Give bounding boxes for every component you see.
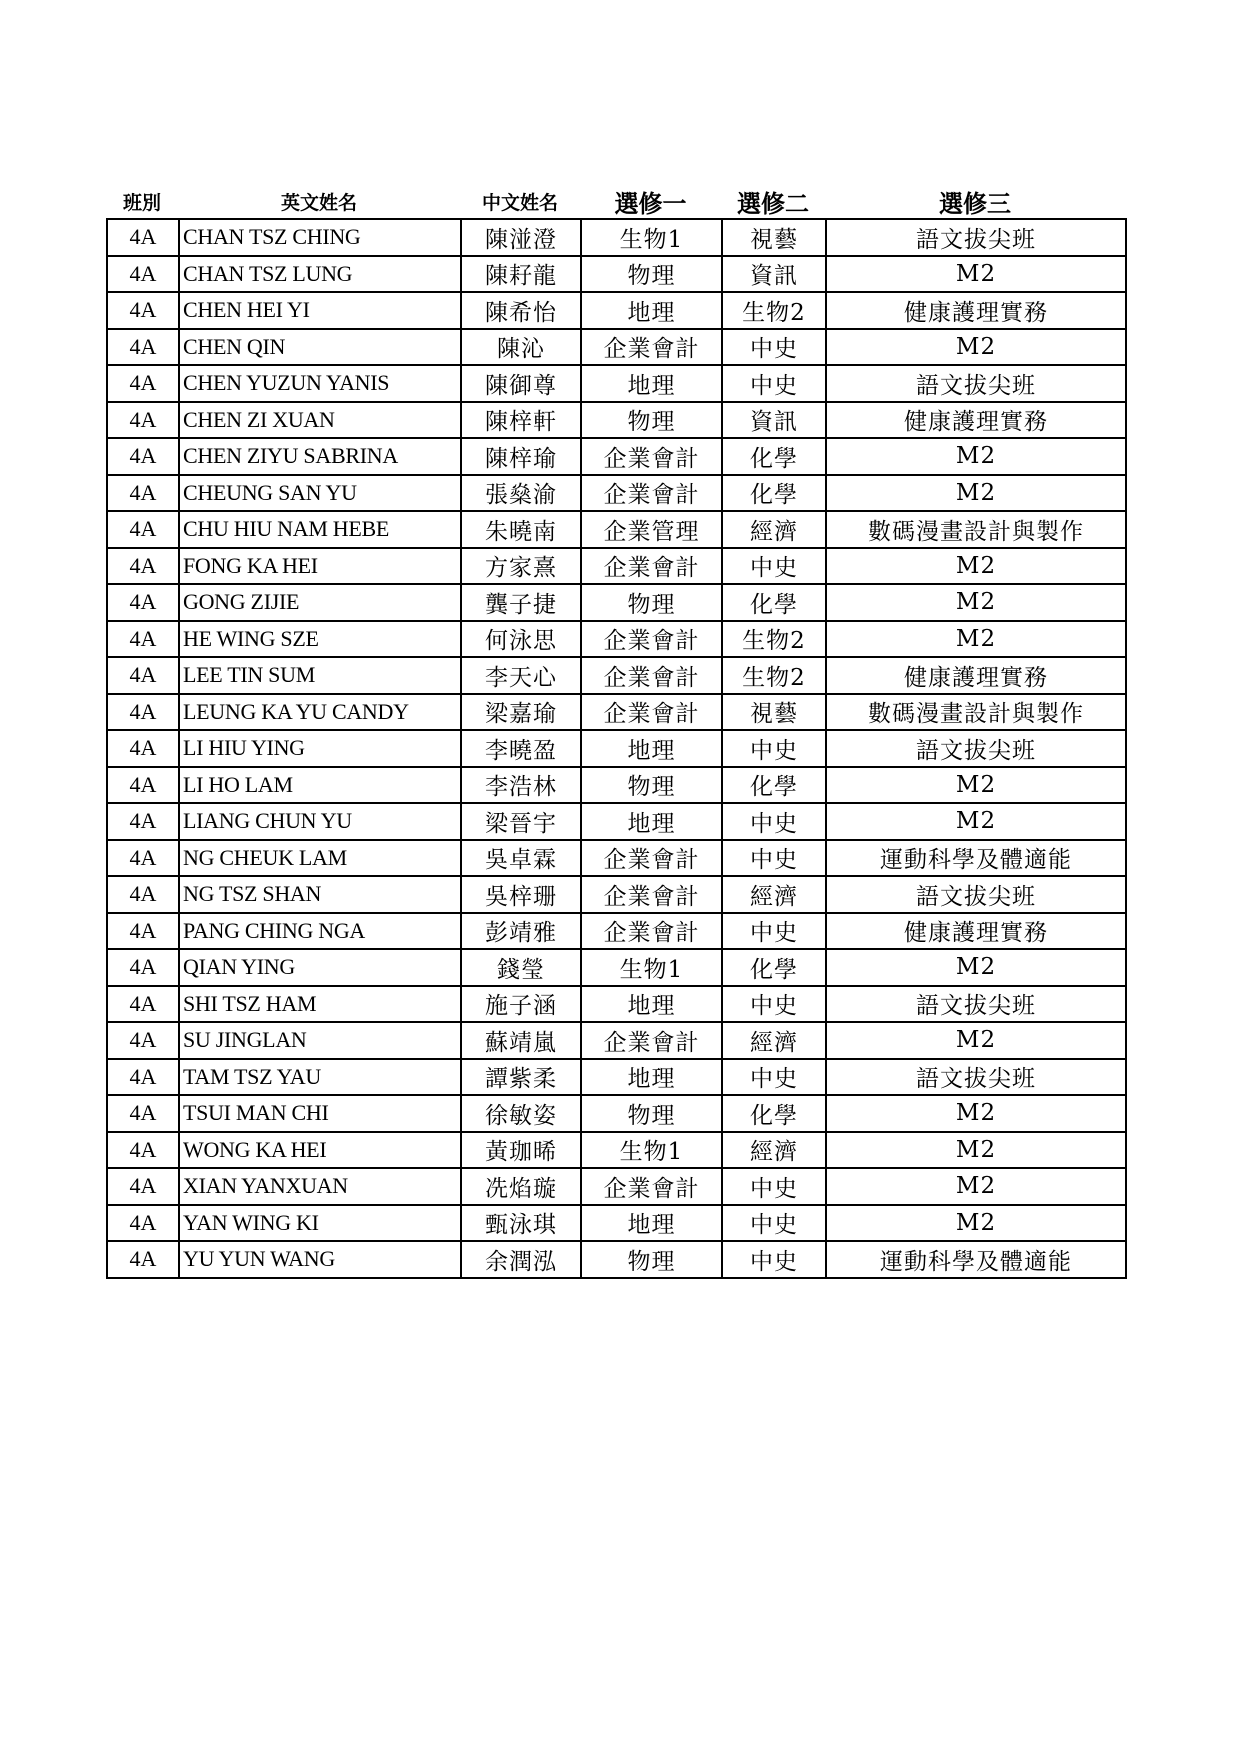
cell-english-name: PANG CHING NGA xyxy=(179,913,461,950)
cell-chinese-name: 錢瑩 xyxy=(461,949,581,986)
cell-elective-1: 物理 xyxy=(581,1241,722,1278)
table-row xyxy=(107,256,1126,293)
cell-elective-1: 企業會計 xyxy=(581,1168,722,1205)
table-row xyxy=(107,584,1126,621)
cell-chinese-name: 張燊渝 xyxy=(461,475,581,512)
cell-class: 4A xyxy=(107,1241,179,1278)
table-row xyxy=(107,657,1126,694)
cell-elective-1: 物理 xyxy=(581,402,722,439)
cell-class: 4A xyxy=(107,1095,179,1132)
cell-chinese-name: 方家熹 xyxy=(461,548,581,585)
cell-elective-2: 資訊 xyxy=(722,256,826,293)
cell-elective-3: M2 xyxy=(826,1022,1126,1059)
cell-elective-2: 視藝 xyxy=(722,219,826,256)
cell-chinese-name: 梁晉宇 xyxy=(461,803,581,840)
cell-chinese-name: 黃珈晞 xyxy=(461,1132,581,1169)
cell-elective-3: 語文拔尖班 xyxy=(826,365,1126,402)
cell-class: 4A xyxy=(107,256,179,293)
cell-class: 4A xyxy=(107,986,179,1023)
cell-chinese-name: 吳卓霖 xyxy=(461,840,581,877)
cell-elective-3: 數碼漫畫設計與製作 xyxy=(826,694,1126,731)
cell-class: 4A xyxy=(107,949,179,986)
cell-elective-2: 中史 xyxy=(722,986,826,1023)
table-row xyxy=(107,548,1126,585)
cell-chinese-name: 李曉盈 xyxy=(461,730,581,767)
cell-english-name: LIANG CHUN YU xyxy=(179,803,461,840)
cell-elective-2: 視藝 xyxy=(722,694,826,731)
header-english-name: 英文姓名 xyxy=(280,192,357,214)
table-row xyxy=(107,840,1126,877)
cell-chinese-name: 吳梓珊 xyxy=(461,876,581,913)
table-row xyxy=(107,803,1126,840)
cell-elective-2: 資訊 xyxy=(722,402,826,439)
cell-elective-2: 化學 xyxy=(722,475,826,512)
table-row xyxy=(107,219,1126,256)
cell-class: 4A xyxy=(107,730,179,767)
table-row xyxy=(107,1168,1126,1205)
cell-elective-2: 中史 xyxy=(722,803,826,840)
cell-chinese-name: 李浩林 xyxy=(461,767,581,804)
cell-elective-1: 企業會計 xyxy=(581,475,722,512)
cell-class: 4A xyxy=(107,767,179,804)
cell-elective-2: 中史 xyxy=(722,329,826,366)
cell-chinese-name: 何泳思 xyxy=(461,621,581,658)
cell-elective-1: 企業會計 xyxy=(581,876,722,913)
cell-class: 4A xyxy=(107,1059,179,1096)
cell-class: 4A xyxy=(107,584,179,621)
cell-elective-1: 企業會計 xyxy=(581,621,722,658)
cell-elective-3: M2 xyxy=(826,548,1126,585)
cell-english-name: LEUNG KA YU CANDY xyxy=(179,694,461,731)
cell-elective-1: 企業會計 xyxy=(581,913,722,950)
cell-elective-3: 語文拔尖班 xyxy=(826,1059,1126,1096)
cell-elective-2: 生物2 xyxy=(722,292,826,329)
cell-elective-2: 化學 xyxy=(722,584,826,621)
table-row xyxy=(107,438,1126,475)
cell-class: 4A xyxy=(107,1132,179,1169)
cell-class: 4A xyxy=(107,548,179,585)
cell-elective-1: 生物1 xyxy=(581,949,722,986)
table-row xyxy=(107,767,1126,804)
cell-class: 4A xyxy=(107,621,179,658)
cell-chinese-name: 譚紫柔 xyxy=(461,1059,581,1096)
cell-elective-3: M2 xyxy=(826,767,1126,804)
cell-elective-1: 企業會計 xyxy=(581,329,722,366)
header-elective-3: 選修三 xyxy=(939,190,1011,218)
cell-english-name: CHEN ZI XUAN xyxy=(179,402,461,439)
cell-class: 4A xyxy=(107,803,179,840)
cell-elective-1: 企業會計 xyxy=(581,548,722,585)
cell-chinese-name: 陳梓瑜 xyxy=(461,438,581,475)
cell-elective-2: 化學 xyxy=(722,438,826,475)
header-class: 班別 xyxy=(122,192,161,214)
cell-english-name: TAM TSZ YAU xyxy=(179,1059,461,1096)
cell-elective-2: 中史 xyxy=(722,913,826,950)
cell-elective-3: 健康護理實務 xyxy=(826,657,1126,694)
table-row xyxy=(107,876,1126,913)
elective-sheet xyxy=(106,184,1127,1279)
cell-english-name: CHAN TSZ CHING xyxy=(179,219,461,256)
cell-chinese-name: 龔子捷 xyxy=(461,584,581,621)
table-body xyxy=(107,219,1126,1278)
cell-elective-3: 語文拔尖班 xyxy=(826,219,1126,256)
cell-elective-3: M2 xyxy=(826,256,1126,293)
table-row xyxy=(107,730,1126,767)
cell-elective-1: 地理 xyxy=(581,803,722,840)
cell-elective-1: 地理 xyxy=(581,1059,722,1096)
cell-elective-1: 生物1 xyxy=(581,219,722,256)
cell-elective-1: 物理 xyxy=(581,256,722,293)
cell-elective-3: 運動科學及體適能 xyxy=(826,1241,1126,1278)
cell-elective-1: 地理 xyxy=(581,365,722,402)
cell-elective-3: M2 xyxy=(826,438,1126,475)
cell-english-name: CHU HIU NAM HEBE xyxy=(179,511,461,548)
cell-english-name: YAN WING KI xyxy=(179,1205,461,1242)
header-elective-1: 選修一 xyxy=(614,190,687,218)
cell-chinese-name: 陳沁 xyxy=(461,329,581,366)
header-elective-2: 選修二 xyxy=(737,190,809,218)
cell-english-name: CHEN QIN xyxy=(179,329,461,366)
table-row xyxy=(107,949,1126,986)
cell-chinese-name: 朱曉南 xyxy=(461,511,581,548)
cell-elective-3: 語文拔尖班 xyxy=(826,730,1126,767)
cell-class: 4A xyxy=(107,913,179,950)
cell-chinese-name: 甄泳琪 xyxy=(461,1205,581,1242)
cell-elective-3: 數碼漫畫設計與製作 xyxy=(826,511,1126,548)
cell-chinese-name: 陳梓軒 xyxy=(461,402,581,439)
cell-chinese-name: 施子涵 xyxy=(461,986,581,1023)
table-row xyxy=(107,1205,1126,1242)
cell-elective-1: 企業會計 xyxy=(581,438,722,475)
cell-elective-2: 中史 xyxy=(722,1059,826,1096)
cell-elective-2: 經濟 xyxy=(722,511,826,548)
cell-english-name: CHEN HEI YI xyxy=(179,292,461,329)
cell-class: 4A xyxy=(107,657,179,694)
cell-elective-2: 中史 xyxy=(722,365,826,402)
cell-elective-3: M2 xyxy=(826,949,1126,986)
header-chinese-name: 中文姓名 xyxy=(481,192,558,214)
table-header xyxy=(106,184,1127,218)
cell-elective-2: 中史 xyxy=(722,1241,826,1278)
cell-elective-3: M2 xyxy=(826,1168,1126,1205)
cell-elective-1: 生物1 xyxy=(581,1132,722,1169)
cell-english-name: CHEN ZIYU SABRINA xyxy=(179,438,461,475)
cell-class: 4A xyxy=(107,438,179,475)
cell-elective-3: M2 xyxy=(826,1205,1126,1242)
cell-english-name: SU JINGLAN xyxy=(179,1022,461,1059)
cell-class: 4A xyxy=(107,876,179,913)
cell-class: 4A xyxy=(107,475,179,512)
cell-class: 4A xyxy=(107,219,179,256)
cell-english-name: LI HIU YING xyxy=(179,730,461,767)
cell-elective-1: 物理 xyxy=(581,584,722,621)
cell-class: 4A xyxy=(107,329,179,366)
cell-english-name: NG CHEUK LAM xyxy=(179,840,461,877)
cell-chinese-name: 李天心 xyxy=(461,657,581,694)
cell-elective-3: M2 xyxy=(826,584,1126,621)
cell-english-name: QIAN YING xyxy=(179,949,461,986)
cell-chinese-name: 梁嘉瑜 xyxy=(461,694,581,731)
cell-elective-3: 健康護理實務 xyxy=(826,292,1126,329)
cell-elective-1: 地理 xyxy=(581,986,722,1023)
cell-elective-3: M2 xyxy=(826,1095,1126,1132)
cell-elective-2: 中史 xyxy=(722,1205,826,1242)
cell-elective-3: M2 xyxy=(826,1132,1126,1169)
cell-chinese-name: 陳希怡 xyxy=(461,292,581,329)
cell-elective-3: M2 xyxy=(826,475,1126,512)
cell-chinese-name: 陳湴澄 xyxy=(461,219,581,256)
cell-class: 4A xyxy=(107,365,179,402)
cell-chinese-name: 徐敏姿 xyxy=(461,1095,581,1132)
table-row xyxy=(107,365,1126,402)
cell-elective-1: 地理 xyxy=(581,1205,722,1242)
cell-elective-2: 生物2 xyxy=(722,657,826,694)
table-row xyxy=(107,694,1126,731)
cell-class: 4A xyxy=(107,402,179,439)
cell-elective-2: 經濟 xyxy=(722,1022,826,1059)
cell-elective-2: 生物2 xyxy=(722,621,826,658)
cell-elective-3: 語文拔尖班 xyxy=(826,986,1126,1023)
cell-elective-2: 經濟 xyxy=(722,876,826,913)
cell-elective-2: 化學 xyxy=(722,1095,826,1132)
cell-english-name: HE WING SZE xyxy=(179,621,461,658)
cell-elective-1: 物理 xyxy=(581,1095,722,1132)
cell-elective-1: 企業會計 xyxy=(581,1022,722,1059)
cell-english-name: CHEUNG SAN YU xyxy=(179,475,461,512)
cell-english-name: LEE TIN SUM xyxy=(179,657,461,694)
cell-elective-1: 企業會計 xyxy=(581,657,722,694)
table-row xyxy=(107,1132,1126,1169)
cell-elective-2: 中史 xyxy=(722,1168,826,1205)
cell-elective-1: 物理 xyxy=(581,767,722,804)
table-row xyxy=(107,913,1126,950)
table-row xyxy=(107,986,1126,1023)
cell-elective-2: 中史 xyxy=(722,548,826,585)
table-row xyxy=(107,475,1126,512)
cell-class: 4A xyxy=(107,840,179,877)
cell-english-name: GONG ZIJIE xyxy=(179,584,461,621)
cell-elective-3: 語文拔尖班 xyxy=(826,876,1126,913)
cell-english-name: TSUI MAN CHI xyxy=(179,1095,461,1132)
cell-chinese-name: 陳御尊 xyxy=(461,365,581,402)
cell-class: 4A xyxy=(107,1168,179,1205)
cell-elective-2: 化學 xyxy=(722,949,826,986)
cell-elective-2: 中史 xyxy=(722,840,826,877)
cell-elective-2: 化學 xyxy=(722,767,826,804)
student-elective-table xyxy=(106,218,1127,1279)
cell-elective-2: 經濟 xyxy=(722,1132,826,1169)
cell-elective-1: 企業會計 xyxy=(581,840,722,877)
cell-english-name: WONG KA HEI xyxy=(179,1132,461,1169)
cell-english-name: YU YUN WANG xyxy=(179,1241,461,1278)
cell-elective-3: M2 xyxy=(826,621,1126,658)
table-row xyxy=(107,1022,1126,1059)
cell-english-name: SHI TSZ HAM xyxy=(179,986,461,1023)
table-row xyxy=(107,1241,1126,1278)
cell-elective-3: 運動科學及體適能 xyxy=(826,840,1126,877)
cell-elective-1: 企業管理 xyxy=(581,511,722,548)
table-row xyxy=(107,511,1126,548)
cell-elective-1: 企業會計 xyxy=(581,694,722,731)
cell-class: 4A xyxy=(107,292,179,329)
table-row xyxy=(107,1059,1126,1096)
cell-chinese-name: 蘇靖嵐 xyxy=(461,1022,581,1059)
table-row xyxy=(107,1095,1126,1132)
cell-class: 4A xyxy=(107,694,179,731)
cell-chinese-name: 彭靖雅 xyxy=(461,913,581,950)
cell-class: 4A xyxy=(107,1022,179,1059)
table-row xyxy=(107,292,1126,329)
cell-chinese-name: 冼焰璇 xyxy=(461,1168,581,1205)
cell-elective-3: M2 xyxy=(826,803,1126,840)
table-row xyxy=(107,329,1126,366)
cell-class: 4A xyxy=(107,511,179,548)
table-row xyxy=(107,402,1126,439)
cell-elective-2: 中史 xyxy=(722,730,826,767)
cell-english-name: LI HO LAM xyxy=(179,767,461,804)
cell-chinese-name: 余潤泓 xyxy=(461,1241,581,1278)
cell-elective-1: 地理 xyxy=(581,730,722,767)
cell-english-name: NG TSZ SHAN xyxy=(179,876,461,913)
cell-chinese-name: 陳耔龍 xyxy=(461,256,581,293)
table-row xyxy=(107,621,1126,658)
cell-english-name: FONG KA HEI xyxy=(179,548,461,585)
cell-english-name: CHEN YUZUN YANIS xyxy=(179,365,461,402)
cell-english-name: CHAN TSZ LUNG xyxy=(179,256,461,293)
cell-english-name: XIAN YANXUAN xyxy=(179,1168,461,1205)
cell-elective-1: 地理 xyxy=(581,292,722,329)
cell-class: 4A xyxy=(107,1205,179,1242)
cell-elective-3: M2 xyxy=(826,329,1126,366)
cell-elective-3: 健康護理實務 xyxy=(826,402,1126,439)
cell-elective-3: 健康護理實務 xyxy=(826,913,1126,950)
